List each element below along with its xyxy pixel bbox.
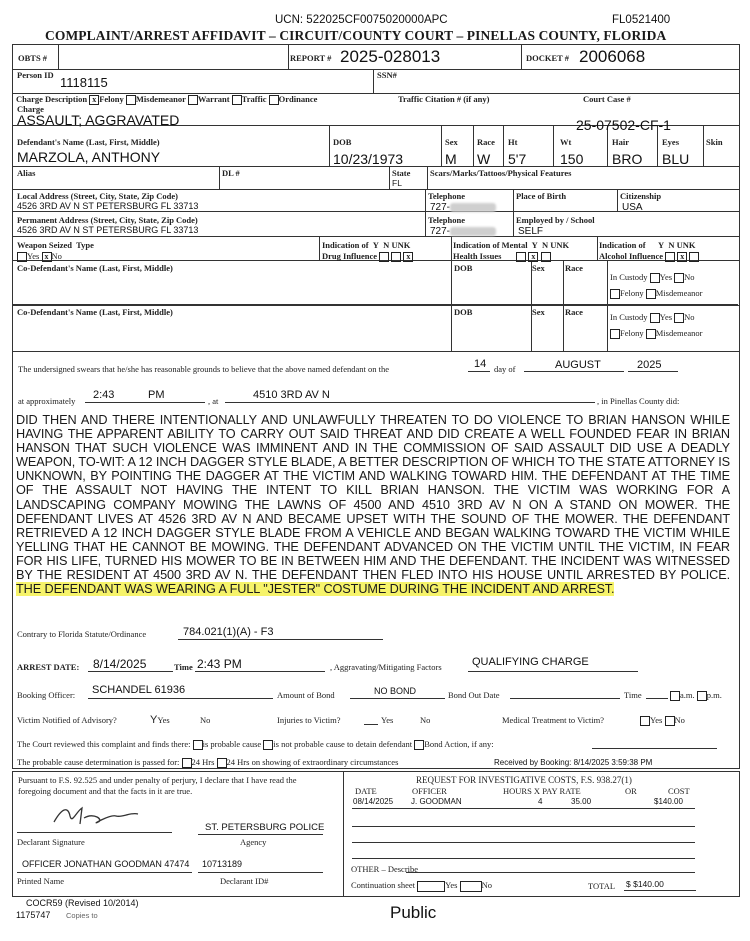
- misdemeanor-checkbox[interactable]: [126, 95, 136, 105]
- printed-name-value: OFFICER JONATHAN GOODMAN 47474: [22, 859, 190, 869]
- sworn-year: 2025: [637, 359, 662, 371]
- treatment-label: Medical Treatment to Victim?: [502, 715, 605, 725]
- arrest-time-label: Time: [174, 662, 193, 672]
- drug-y-checkbox[interactable]: [379, 252, 389, 262]
- at-label: , at: [208, 396, 219, 406]
- sex-label: Sex: [445, 137, 458, 147]
- sworn-pm: PM: [148, 389, 165, 401]
- wt-label: Wt: [560, 137, 572, 147]
- time2-label: Time: [624, 690, 642, 700]
- codef2-level: Felony Misdemeanor: [610, 328, 703, 339]
- booking-label: Booking Officer:: [17, 690, 76, 700]
- factors-value: QUALIFYING CHARGE: [472, 656, 589, 668]
- ordinance-checkbox[interactable]: [269, 95, 279, 105]
- weapon-yes-checkbox[interactable]: [17, 252, 27, 262]
- person-id: 1118115: [60, 75, 108, 90]
- mental-label-2: Health Issues x: [453, 251, 551, 262]
- costs-col-officer: OFFICER: [412, 786, 447, 796]
- ucn-number: UCN: 522025CF0075020000APC: [275, 14, 448, 26]
- costs-col-hours: HOURS X PAY RATE: [503, 786, 581, 796]
- weapon-label: Weapon Seized Type: [17, 240, 94, 250]
- advisory-answer: YYes: [150, 714, 170, 726]
- codef2-race-label: Race: [565, 307, 583, 317]
- other-label: OTHER – Describe: [351, 864, 419, 874]
- hair-label: Hair: [612, 137, 629, 147]
- total-value: $ $140.00: [626, 879, 664, 889]
- codef1-dob-label: DOB: [454, 263, 473, 273]
- public-label: Public: [390, 903, 437, 922]
- costs-row-officer: J. GOODMAN: [411, 797, 462, 806]
- county-label: , in Pinellas County did:: [597, 396, 680, 406]
- alias-label: Alias: [17, 168, 36, 178]
- continuation: Continuation sheet Yes No: [351, 880, 492, 890]
- perm-addr: 4526 3RD AV N ST PETERSBURG FL 33713: [17, 225, 199, 235]
- sworn-day: 14: [474, 358, 487, 370]
- codef2-custody: In Custody Yes No: [610, 312, 695, 322]
- sworn-intro: The undersigned swears that he/she has reasonable grounds to believe that the above named defendant on the: [18, 364, 390, 374]
- arrest-date: 8/14/2025: [93, 657, 147, 671]
- declarant-id-label: Declarant ID#: [220, 876, 269, 886]
- arrest-date-label: ARREST DATE:: [17, 662, 80, 672]
- tel2-label: Telephone: [428, 215, 466, 225]
- person-id-label: Person ID: [17, 70, 54, 80]
- copies-to: Copies to: [66, 911, 98, 920]
- tel-label: Telephone: [428, 191, 466, 201]
- citation-label: Traffic Citation # (if any): [398, 94, 490, 104]
- wt-value: 150: [560, 151, 584, 167]
- codef2-yes-checkbox[interactable]: [650, 313, 660, 323]
- codef2-sex-label: Sex: [532, 307, 545, 317]
- state-label: State: [392, 168, 411, 178]
- factors-label: , Aggravating/Mitigating Factors: [330, 662, 442, 672]
- sworn-day-of: day of: [494, 364, 516, 374]
- codef1-custody: In Custody Yes No: [610, 272, 695, 282]
- charge-label: Charge: [17, 104, 44, 114]
- codef1-felony-checkbox[interactable]: [610, 289, 620, 299]
- ampm: a.m. p.m.: [670, 690, 722, 701]
- codef1-level: Felony Misdemeanor: [610, 288, 703, 299]
- weapon-no-checkbox[interactable]: [42, 252, 52, 262]
- dob-label: DOB: [333, 137, 352, 147]
- alcohol-n-checkbox[interactable]: [677, 252, 687, 262]
- def-name-label: Defendant's Name (Last, First, Middle): [17, 137, 160, 147]
- injuries-no: No: [420, 715, 431, 725]
- scars-label: Scars/Marks/Tattoos/Physical Features: [430, 168, 572, 178]
- costs-row-rate: 35.00: [571, 797, 592, 806]
- codef1-no-checkbox[interactable]: [674, 273, 684, 283]
- am-checkbox[interactable]: [670, 691, 680, 701]
- costs-row-date: 08/14/2025: [353, 797, 394, 806]
- dob-value: 10/23/1973: [333, 151, 404, 167]
- codef2-name-label: Co-Defendant's Name (Last, First, Middle): [17, 307, 173, 317]
- codef2-misd-checkbox[interactable]: [646, 329, 656, 339]
- traffic-checkbox[interactable]: [232, 95, 242, 105]
- codef2-dob-label: DOB: [454, 307, 473, 317]
- eyes-value: BLU: [662, 151, 690, 167]
- injuries-yes: Yes: [381, 715, 394, 725]
- costs-row-cost: $140.00: [654, 797, 683, 806]
- ht-label: Ht: [508, 137, 518, 147]
- costs-col-date: DATE: [355, 786, 377, 796]
- drug-n-checkbox[interactable]: [391, 252, 401, 262]
- skin-label: Skin: [706, 137, 723, 147]
- alcohol-unk-checkbox[interactable]: [689, 252, 699, 262]
- mental-y-checkbox[interactable]: [516, 252, 526, 262]
- state-value: FL: [392, 178, 402, 188]
- alcohol-y-checkbox[interactable]: [665, 252, 675, 262]
- treatment-no-checkbox[interactable]: [665, 716, 675, 726]
- codef1-sex-label: Sex: [532, 263, 545, 273]
- mental-label: Indication of Mental Y N UNK: [453, 240, 570, 250]
- redaction-mark: [450, 227, 496, 236]
- felony-checkbox[interactable]: [89, 95, 99, 105]
- court-review: The Court reviewed this complaint and finds there: is probable cause is not probable cause to detain defendant Bond Action, if any:: [17, 739, 494, 749]
- total-label: TOTAL: [588, 881, 616, 891]
- footer-number: 1175747: [16, 910, 51, 920]
- received-stamp: Received by Booking: 8/14/2025 3:59:38 PM: [494, 758, 653, 767]
- drug-label: Indication of Y N UNK: [322, 240, 411, 250]
- hrs24-ext-checkbox[interactable]: [217, 758, 227, 768]
- hair-value: BRO: [612, 151, 643, 167]
- form-code: COCR59 (Revised 10/2014): [26, 898, 139, 908]
- costs-row-hours: 4: [538, 797, 543, 806]
- drug-label-2: Drug Influence x: [322, 251, 413, 262]
- docket-label: DOCKET #: [526, 53, 570, 63]
- continuation-yes-box[interactable]: [417, 881, 445, 892]
- codef1-name-label: Co-Defendant's Name (Last, First, Middle): [17, 263, 173, 273]
- declarant-id-value: 10713189: [202, 859, 243, 869]
- codef2-felony-checkbox[interactable]: [610, 329, 620, 339]
- citizenship-value: USA: [622, 202, 643, 213]
- probable-checkbox[interactable]: [193, 740, 203, 750]
- codef2-no-checkbox[interactable]: [674, 313, 684, 323]
- arrest-time: 2:43 PM: [197, 657, 242, 671]
- narrative-text: [16, 413, 730, 596]
- treatment-yes-checkbox[interactable]: [640, 716, 650, 726]
- agency-value: ST. PETERSBURG POLICE: [205, 822, 325, 833]
- codef1-misd-checkbox[interactable]: [646, 289, 656, 299]
- hrs24-checkbox[interactable]: [182, 758, 192, 768]
- charge-value: ASSAULT; AGGRAVATED: [17, 112, 180, 128]
- court-case-label: Court Case #: [583, 94, 631, 104]
- bond-out-label: Bond Out Date: [448, 690, 500, 700]
- signature-image: [50, 802, 142, 828]
- perm-addr-label: Permanent Address (Street, City, State, Zip Code): [17, 215, 198, 225]
- mental-unk-checkbox[interactable]: [541, 252, 551, 262]
- local-addr-label: Local Address (Street, City, State, Zip Code): [17, 191, 178, 201]
- sworn-month: AUGUST: [555, 359, 601, 371]
- codef1-race-label: Race: [565, 263, 583, 273]
- alcohol-label: Indication of Y N UNK: [599, 240, 696, 250]
- employed-label: Employed by / School: [516, 215, 595, 225]
- form-id: FL0521400: [612, 14, 671, 26]
- bond-value: NO BOND: [374, 686, 417, 696]
- costs-title: REQUEST FOR INVESTIGATIVE COSTS, F.S. 938.27(1): [416, 775, 632, 785]
- local-addr: 4526 3RD AV N ST PETERSBURG FL 33713: [17, 201, 199, 211]
- pob-label: Place of Birth: [516, 191, 567, 201]
- sworn-location: 4510 3RD AV N: [253, 389, 330, 401]
- citizenship-label: Citizenship: [620, 191, 662, 201]
- costs-col-cost: COST: [668, 786, 690, 796]
- bond-action-checkbox[interactable]: [414, 740, 424, 750]
- printed-name-label: Printed Name: [17, 876, 64, 886]
- booking-value: SCHANDEL 61936: [92, 684, 186, 696]
- continuation-no-box[interactable]: [460, 881, 482, 892]
- employed-value: SELF: [518, 226, 544, 237]
- form-title: COMPLAINT/ARREST AFFIDAVIT – CIRCUIT/COUNTY COURT – PINELLAS COUNTY, FLORIDA: [45, 28, 667, 43]
- treatment-options: Yes No: [640, 715, 685, 726]
- ssn-label: SSN#: [377, 70, 397, 80]
- redaction-mark: [450, 203, 496, 212]
- sex-value: M: [445, 151, 457, 167]
- declarant-sig-label: Declarant Signature: [17, 837, 85, 847]
- tel2-value: 727-: [430, 226, 496, 237]
- not-probable-checkbox[interactable]: [263, 740, 273, 750]
- def-name: MARZOLA, ANTHONY: [17, 149, 161, 165]
- report-label: REPORT #: [290, 53, 332, 63]
- ht-value: 5'7: [508, 151, 527, 167]
- bond-label: Amount of Bond: [277, 690, 335, 700]
- passed-for: The probable cause determination is passed for: 24 Hrs 24 Hrs on showing of extraordinary circumstances: [17, 757, 399, 767]
- eyes-label: Eyes: [662, 137, 679, 147]
- report-number: 2025-028013: [340, 47, 441, 66]
- agency-label: Agency: [240, 837, 267, 847]
- perjury-statement: Pursuant to F.S. 92.525 and under penalty of perjury, I declare that I have read the foregoing document and that the facts in it are true.: [18, 775, 297, 796]
- statute-label: Contrary to Florida Statute/Ordinance: [17, 629, 147, 639]
- advisory-label: Victim Notified of Advisory?: [17, 715, 117, 725]
- warrant-checkbox[interactable]: [188, 95, 198, 105]
- docket-number: 2006068: [579, 47, 646, 66]
- codef1-yes-checkbox[interactable]: [650, 273, 660, 283]
- pm-checkbox[interactable]: [697, 691, 707, 701]
- court-case-number: 25-07502-CF-1: [576, 117, 671, 133]
- statute-value: 784.021(1)(A) - F3: [183, 626, 274, 638]
- narrative-highlight: THE DEFENDANT WAS WEARING A FULL "JESTER" COSTUME DURING THE INCIDENT AND ARREST.: [16, 582, 615, 597]
- race-value: W: [477, 151, 491, 167]
- alcohol-label-2: Alcohol Influence x: [599, 251, 699, 262]
- drug-unk-checkbox[interactable]: [403, 252, 413, 262]
- weapon-options: Yes x No: [17, 251, 62, 262]
- injuries-label: Injuries to Victim?: [277, 715, 341, 725]
- approx-label: at approximately: [18, 396, 76, 406]
- charge-desc-label: Charge Description x Felony Misdemeanor Warrant Traffic Ordinance: [16, 94, 317, 105]
- advisory-no: No: [200, 715, 211, 725]
- costs-col-or: OR: [625, 786, 637, 796]
- race-label: Race: [477, 137, 495, 147]
- mental-n-checkbox[interactable]: [528, 252, 538, 262]
- dl-label: DL #: [222, 168, 240, 178]
- sworn-time: 2:43: [93, 389, 115, 401]
- narrative-body: DID THEN AND THERE INTENTIONALLY AND UNLAWFULLY THREATEN TO DO VIOLENCE TO BRIAN HANSON WHILE HAVING THE APPARENT ABILITY TO CARRY OUT SAID THREAT AND DID CREATE A WELL FOUNDED FEAR IN BRIAN HANSON THAT SUCH VIOLENCE WAS IMMINENT AND IN THE COMMISSION OF SAID ASSAULT DID USE A DEADLY WEAPON, TO-WIT: A 12 INCH DAGGER STYLE BLADE, A BETTER DESCRIPTION OF WHICH TO THE STATE ATTORNEY IS UNKNOWN, BY POINTING THE DAGGER AT THE VICTIM AND WALKING TOWARD HIM. THE DEFENDANT AT THE TIME OF THE ASSAULT NOT HAVING THE INTENT TO KILL BRIAN HANSON. THE VICTIM WAS WORKING FOR A LANDSCAPING COMPANY MOWING THE LAWNS OF 4500 AND 4510 3RD AV N ON A STAND ON MOWER. THE DEFENDANT LIVES AT 4526 3RD AV N AND BECAME UPSET WITH THE SOUND OF THE MOWER. THE DEFENDANT RETRIEVED A 12 INCH DAGGER STYLE BLADE FROM A VEHICLE AND BEGAN WALKING TOWARD THE VICTIM WHILE YELLING THAT HE CANNOT BE MOWING. THE DEFENDANT ADVANCED ON THE VICTIM UNTIL THE VICTIM, IN FEAR FOR HIS LIFE, TURNED HIS MOWER TO BE IN BETWEEN HIM AND THE DEFENDANT. THE INCIDENT WAS WITNESSED BY THE RESIDENT AT 4500 3RD AV N. THE DEFENDANT THEN FLED INTO HIS HOUSE UNTIL ARRESTED BY POLICE.: [16, 413, 730, 583]
- tel-value: 727-: [430, 202, 496, 213]
- obts-label: OBTS #: [18, 53, 48, 63]
